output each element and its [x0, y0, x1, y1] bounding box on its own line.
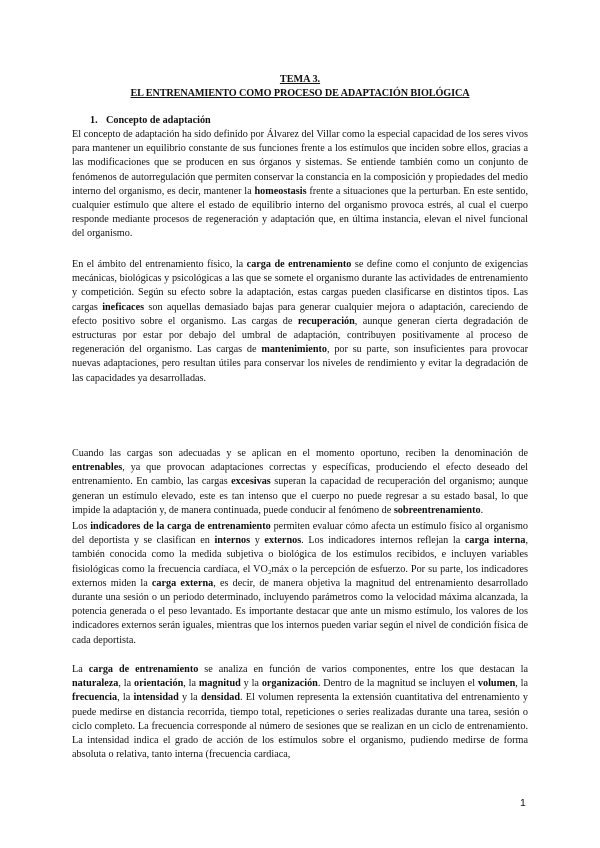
paragraph-load-indicators: Los indicadores de la carga de entrenamiento permiten evaluar cómo afecta un estímulo físico al organismo del deportista y se clasifican en internos y externos. Los indicadores internos reflejan la carga interna, también conocida como la medida subjetiva o biológica de los estímulos recibidos, e incluyen variables fisiológicas como la frecuencia cardíaca, el VO₂máx o la percepción de esfuerzo. Por su parte, los indicadores externos miden la carga externa, es decir, de manera objetiva la magnitud del entrenamiento desarrollado durante una sesión o un periodo determinado, incluyendo parámetros como la velocidad máxima alcanzada, la potencia generada o el peso levantado. Es importante destacar que ante un mismo estímulo, los valores de los indicadores externos serán iguales, mientras que los internos pueden variar según el nivel de condición física de cada deportista.: [72, 521, 528, 646]
paragraph-adequate-loads: Cuando las cargas son adecuadas y se aplican en el momento oportuno, reciben la denominación de entrenables, ya que provocan adaptaciones correctas y específicas, produciendo el efecto deseado del entrenamiento. En cambio, las cargas excesivas superan la capacidad de recuperación del organismo; aunque generan un estímulo elevado, este es tan intenso que el cuerpo no puede regresar a su estado basal, lo que impide la adaptación y, de manera continuada, puede conducir al fenómeno de sobreentrenamiento.: [72, 448, 528, 516]
term-carga-interna: carga interna: [464, 535, 526, 547]
term-intensidad: intensidad: [133, 692, 179, 704]
term-carga-entrenamiento-2: carga de entrenamiento: [88, 664, 199, 675]
page-number: 1: [520, 797, 526, 809]
document-title: EL ENTRENAMIENTO COMO PROCESO DE ADAPTACIÓN BIOLÓGICA: [130, 88, 470, 99]
term-internos: internos: [214, 535, 251, 547]
paragraph-training-load: En el ámbito del entrenamiento físico, la carga de entrenamiento se define como el conjunto de exigencias mecánicas, biológicas y psicológicas a las que se somete el organismo durante las actividades de entrenamiento y competición. Según su efecto sobre la adaptación, estas cargas pueden clasificarse en distintos tipos. Las cargas ineficaces son aquellas demasiado bajas para generar cualquier mejora o adaptación, careciendo de efecto positivo sobre el organismo. Las cargas de recuperación, aunque generan cierta degradación de estructuras por estar por debajo del umbral de adaptación, contribuyen positivamente al proceso de regeneración del organismo. Las cargas de mantenimiento, por su parte, son insuficientes para provocar nuevas adaptaciones, pero resultan útiles para conservar los niveles de rendimiento y evitar la degradación de las capacidades ya desarrolladas.: [72, 259, 529, 384]
term-orientacion: orientación: [134, 678, 184, 690]
term-volumen: volumen: [477, 678, 516, 690]
topic-number: TEMA 3.: [279, 74, 321, 85]
section-heading: [90, 115, 211, 126]
term-sobreentrenamiento: sobreentrenamiento: [393, 504, 481, 516]
term-naturaleza: naturaleza: [72, 678, 119, 690]
term-carga-externa: carga externa: [151, 577, 214, 589]
term-externos: externos: [264, 535, 302, 547]
term-carga-entrenamiento: carga de entrenamiento: [246, 259, 352, 270]
paragraph-load-components: La carga de entrenamiento se analiza en función de varios componentes, entre los que destacan la naturaleza, la orientación, la magnitud y la organización. Dentro de la magnitud se incluyen el volumen, la frecuencia, la intensidad y la densidad. El volumen representa la extensión cuantitativa del entrenamiento y puede medirse en distancia recorrida, tiempo total, repeticiones o series realizadas durante una tarea, sesión o ciclo completo. La frecuencia corresponde al número de sesiones que se realizan en un ciclo de entrenamiento. La intensidad indica el grado de acción de los estímulos sobre el organismo, pudiendo medirse de forma absoluta o relativa, tanto interna (frecuencia cardiaca,: [72, 664, 529, 761]
term-indicadores: indicadores de la carga de entrenamiento: [90, 521, 271, 532]
paragraph-adaptation-concept: El concepto de adaptación ha sido definido por Álvarez del Villar como la especial capacidad de los seres vivos para mantener un equilibrio constante de sus funciones frente a los estímulos que inciden sobre ellos, gracias a las modificaciones que se producen en sus órganos y sistemas. Se entiende también como un conjunto de fenómenos de autorregulación que permiten conservar la constancia en la composición y propiedades del medio interno del organismo, es decir, mantener la homeostasis frente a situaciones que la perturban. En este sentido, cualquier estímulo que altere el estado de equilibrio interno del organismo provoca estrés, al cual el cuerpo responde mediante procesos de regeneración y adaptación que, en última instancia, elevan el nivel funcional del organismo.: [72, 129, 529, 240]
term-homeostasis: homeostasis: [254, 185, 307, 197]
term-recuperacion: recuperación: [297, 315, 355, 327]
term-entrenables: entrenables: [72, 462, 123, 474]
term-densidad: densidad: [200, 692, 241, 704]
term-frecuencia: frecuencia: [72, 692, 118, 704]
section-number: 1.: [90, 115, 98, 126]
term-organizacion: organización: [261, 678, 318, 690]
term-mantenimiento: mantenimiento: [261, 344, 327, 356]
term-ineficaces: ineficaces: [102, 301, 145, 313]
term-excesivas: excesivas: [231, 476, 271, 488]
section-heading-text: Concepto de adaptación: [106, 115, 211, 126]
term-magnitud: magnitud: [198, 678, 241, 690]
